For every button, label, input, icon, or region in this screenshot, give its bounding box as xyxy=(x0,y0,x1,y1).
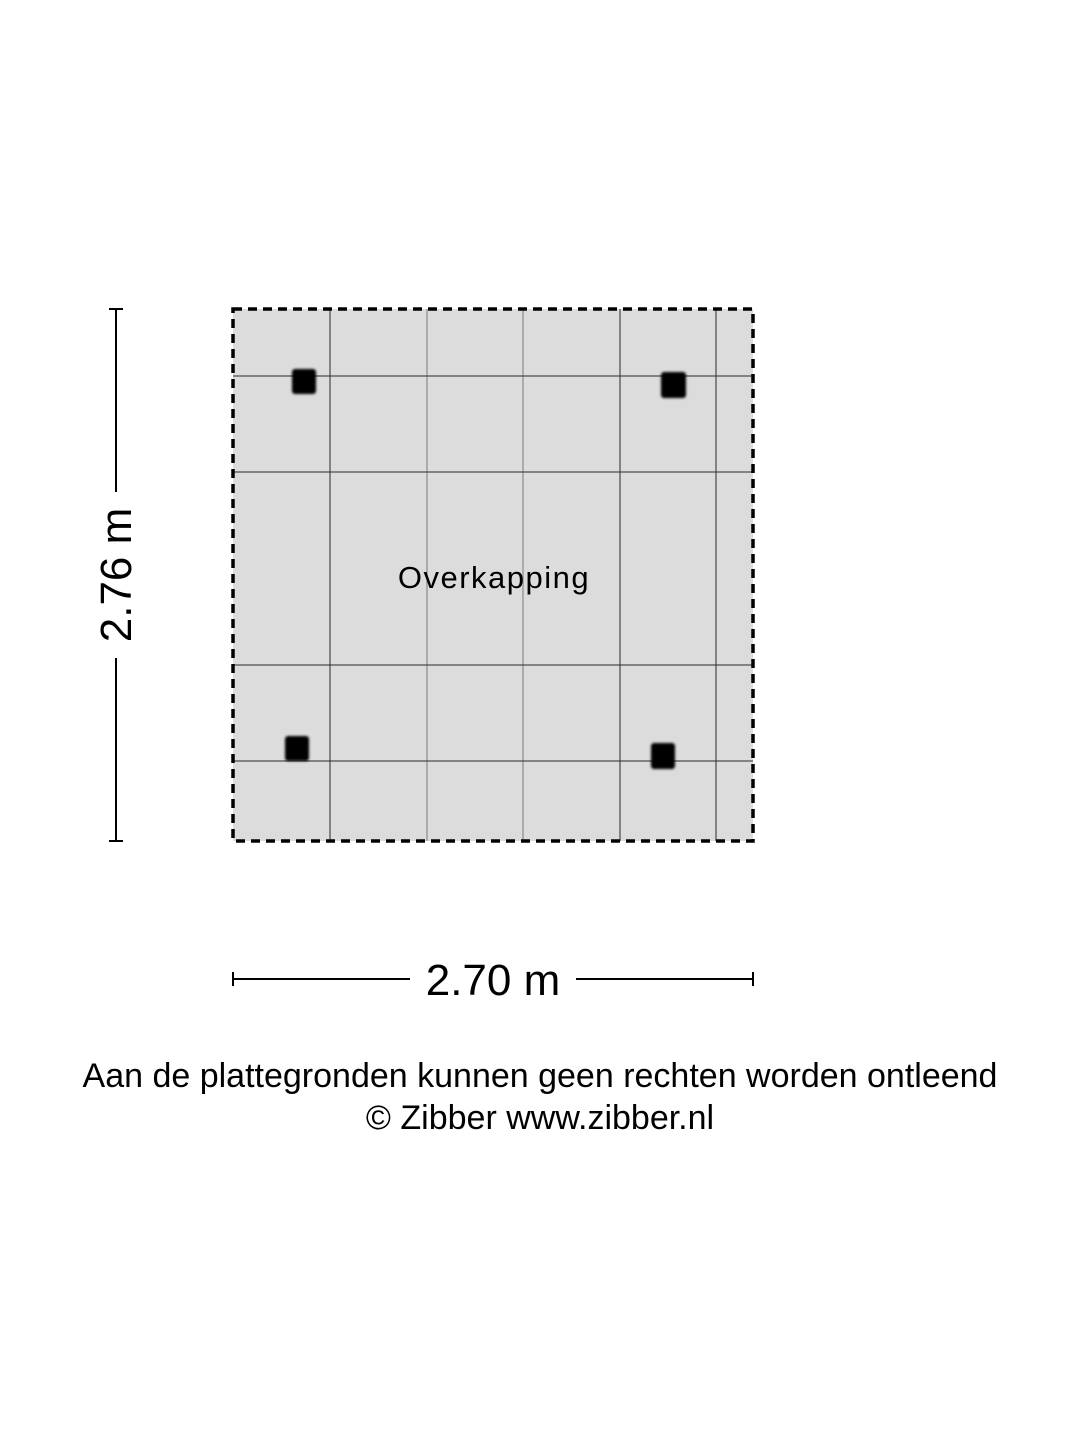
width-dimension-label: 2.70 m xyxy=(425,956,561,1005)
copyright-text: © Zibber www.zibber.nl xyxy=(365,1099,715,1137)
disclaimer-text: Aan de plattegronden kunnen geen rechten worden ontleend xyxy=(82,1057,998,1095)
post xyxy=(661,372,686,398)
height-dimension-label: 2.76 m xyxy=(92,507,141,643)
post xyxy=(651,743,675,769)
room-label: Overkapping xyxy=(397,560,591,595)
post xyxy=(292,369,316,394)
post xyxy=(285,736,309,761)
